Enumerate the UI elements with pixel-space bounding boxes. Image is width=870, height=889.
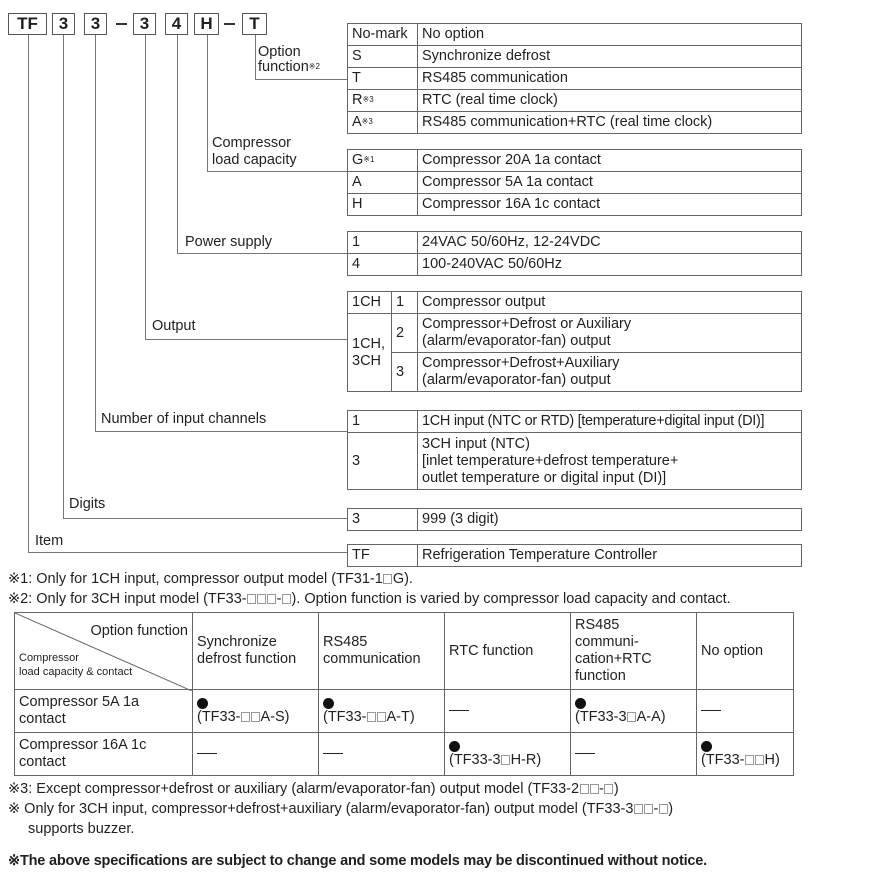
table-row (348, 545, 802, 567)
code-cell: 4 (348, 254, 418, 276)
desc-cell: Synchronize defrost (418, 46, 802, 68)
code-segment-input-channels: 3 (84, 13, 107, 35)
code-cell: 1 (348, 411, 418, 433)
code-separator (116, 23, 127, 25)
code-cell: 3 (348, 509, 418, 531)
model-code: (TF33- A-S) (197, 709, 290, 725)
input-channels-label: Number of input channels (101, 411, 267, 427)
connector-line (145, 35, 146, 340)
not-supported-dash-icon (197, 753, 217, 755)
placeholder-box-icon (659, 804, 668, 814)
table-row (348, 353, 802, 392)
row-header (15, 733, 193, 776)
placeholder-box-icon (590, 784, 599, 794)
footnote-ref: ※3 (362, 95, 374, 104)
placeholder-box-icon (267, 594, 276, 604)
model-code: (TF33-3 A-A) (575, 709, 666, 725)
header-line: communication (323, 651, 421, 667)
desc-line: 3CH input (NTC) (422, 435, 530, 452)
footnote-2: ※2: Only for 3CH input model (TF33- - ). Option function is varied by compressor load capacity and contact. (8, 591, 731, 607)
compressor-load-table (347, 149, 802, 216)
placeholder-box-icon (745, 755, 754, 765)
connector-line (177, 35, 178, 254)
desc-line: Compressor+Defrost or Auxiliary (422, 316, 632, 332)
code-cell: No-mark (348, 24, 418, 46)
model-code: (TF33-3 H-R) (449, 752, 542, 768)
placeholder-box-icon (251, 712, 260, 722)
desc-line: (alarm/evaporator-fan) output (422, 333, 611, 349)
connector-line (255, 79, 347, 80)
table-row (348, 172, 802, 194)
code-text: G (352, 152, 364, 168)
placeholder-box-icon (247, 594, 256, 604)
digits-table (347, 508, 802, 531)
desc-cell: Compressor 5A 1a contact (418, 172, 802, 194)
digits-label: Digits (69, 496, 106, 512)
desc-line: (alarm/evaporator-fan) output (422, 372, 611, 388)
label-line: contact (19, 711, 66, 727)
label-line: load capacity & contact (19, 666, 133, 678)
table-row (348, 314, 802, 353)
note-text: ※1: Only for 1CH input, compressor output model (TF31-1 (8, 571, 383, 587)
note-text: ) (668, 801, 674, 817)
placeholder-box-icon (241, 712, 250, 722)
placeholder-box-icon (580, 784, 589, 794)
desc-cell (418, 314, 802, 353)
output-label: Output (152, 318, 196, 334)
channel-group-cell: 1CH (348, 292, 392, 314)
desc-cell: RS485 communication (418, 68, 802, 90)
code-cell: S (348, 46, 418, 68)
label-line: Compressor (19, 652, 79, 664)
header-line: function (575, 668, 626, 684)
column-header (571, 613, 697, 690)
connector-line (28, 35, 29, 553)
corner-bottom-label (19, 651, 132, 679)
supported-dot-icon (701, 741, 712, 752)
connector-line (255, 35, 256, 80)
label-line: function (258, 59, 309, 75)
note-text: ※2: Only for 3CH input model (TF33- (8, 591, 247, 607)
desc-cell (418, 353, 802, 392)
power-supply-label: Power supply (185, 234, 273, 250)
footnote-4-continuation: supports buzzer. (28, 821, 135, 837)
connector-line (95, 431, 347, 432)
code-cell: 3 (392, 353, 418, 392)
supported-dot-icon (575, 698, 586, 709)
compat-cell (445, 733, 571, 776)
code-cell: TF (348, 545, 418, 567)
model-code: (TF33- A-T) (323, 709, 415, 725)
footnote-4: ※ Only for 3CH input, compressor+defrost+auxiliary (alarm/evaporator-fan) output model (TF33-3 - ) (8, 801, 674, 817)
compat-cell (193, 690, 319, 733)
connector-line (145, 339, 347, 340)
header-line: defrost function (197, 651, 297, 667)
header-line: communi- (575, 634, 639, 650)
model-code: (TF33- H) (701, 752, 780, 768)
table-row (348, 232, 802, 254)
code-cell (348, 150, 418, 172)
desc-line: Compressor+Defrost+Auxiliary (422, 355, 620, 371)
code-cell (348, 90, 418, 112)
placeholder-box-icon (501, 755, 510, 765)
label-line: load capacity (212, 152, 297, 168)
code-text: R (352, 92, 363, 108)
table-row (348, 411, 802, 433)
compat-cell (193, 733, 319, 776)
table-row (348, 68, 802, 90)
code-segment-power-supply: 4 (165, 13, 188, 35)
compat-cell (319, 690, 445, 733)
table-row (348, 90, 802, 112)
desc-cell: Compressor 16A 1c contact (418, 194, 802, 216)
code-segment-compressor-load: H (194, 13, 219, 35)
label-line: contact (19, 754, 66, 770)
placeholder-box-icon (383, 574, 392, 584)
desc-cell: RTC (real time clock) (418, 90, 802, 112)
table-row (348, 24, 802, 46)
note-text: ※ Only for 3CH input, compressor+defrost+auxiliary (alarm/evaporator-fan) output model (TF33-3 (8, 801, 634, 817)
column-header (319, 613, 445, 690)
placeholder-box-icon (627, 712, 636, 722)
compat-cell (571, 690, 697, 733)
corner-header-cell (15, 613, 193, 690)
connector-line (207, 35, 208, 172)
row-header (15, 690, 193, 733)
desc-cell: Compressor output (418, 292, 802, 314)
desc-cell: No option (418, 24, 802, 46)
note-text: ※3: Except compressor+defrost or auxiliary (alarm/evaporator-fan) output model (TF33-2 (8, 781, 580, 797)
option-function-label (258, 45, 320, 75)
option-function-table (347, 23, 802, 134)
desc-cell: Refrigeration Temperature Controller (418, 545, 802, 567)
code-segment-output: 3 (133, 13, 156, 35)
not-supported-dash-icon (575, 753, 595, 755)
supported-dot-icon (197, 698, 208, 709)
table-row (15, 733, 794, 776)
code-cell: T (348, 68, 418, 90)
footnote-ref: ※3 (361, 117, 373, 126)
header-line: RS485 (575, 617, 620, 633)
table-row (348, 433, 802, 490)
table-row (348, 292, 802, 314)
column-header (193, 613, 319, 690)
disclaimer: ※The above specifications are subject to change and some models may be discontinued without notice. (8, 853, 707, 869)
label-line: Compressor (212, 135, 291, 151)
input-channels-table (347, 410, 802, 490)
connector-line (95, 35, 96, 432)
desc-line: [inlet temperature+defrost temperature+ (422, 452, 679, 469)
note-text: ) (613, 781, 619, 797)
option-compatibility-table (14, 612, 794, 776)
placeholder-box-icon (604, 784, 613, 794)
code-cell: 1 (392, 292, 418, 314)
group-line: 3CH (352, 352, 382, 369)
column-header: RTC function (445, 613, 571, 690)
code-segment-item: TF (8, 13, 47, 35)
compressor-load-label (212, 135, 297, 169)
matrix-header-row (15, 613, 794, 690)
connector-line (177, 253, 347, 254)
connector-line (28, 552, 347, 553)
placeholder-box-icon (644, 804, 653, 814)
column-header: No option (697, 613, 794, 690)
placeholder-box-icon (755, 755, 764, 765)
table-row (348, 112, 802, 134)
desc-cell: Compressor 20A 1a contact (418, 150, 802, 172)
compat-cell (697, 733, 794, 776)
table-row (348, 509, 802, 531)
table-row (348, 150, 802, 172)
header-line: RS485 (323, 634, 368, 650)
label-line: Option (258, 44, 301, 60)
code-segment-option: T (242, 13, 267, 35)
connector-line (63, 518, 347, 519)
desc-cell: 100-240VAC 50/60Hz (418, 254, 802, 276)
code-cell: 2 (392, 314, 418, 353)
table-row (15, 690, 794, 733)
compat-cell (445, 690, 571, 733)
code-cell (348, 112, 418, 134)
placeholder-box-icon (257, 594, 266, 604)
channel-group-cell (348, 314, 392, 392)
footnote-ref: ※1 (363, 155, 375, 164)
table-row (348, 194, 802, 216)
label-line: Compressor 5A 1a (19, 694, 140, 710)
code-text: A (352, 114, 362, 130)
supported-dot-icon (323, 698, 334, 709)
code-cell: 3 (348, 433, 418, 490)
output-table (347, 291, 802, 392)
placeholder-box-icon (367, 712, 376, 722)
code-cell: A (348, 172, 418, 194)
item-label: Item (35, 533, 64, 549)
code-cell: 1 (348, 232, 418, 254)
header-line: cation+RTC (575, 651, 652, 667)
corner-top-label: Option function (90, 623, 188, 639)
code-separator (224, 23, 235, 25)
note-text: G). (392, 571, 413, 587)
group-line: 1CH, (352, 335, 386, 352)
note-text: ). Option function is varied by compressor load capacity and contact. (291, 591, 731, 607)
item-table (347, 544, 802, 567)
header-line: Synchronize (197, 634, 277, 650)
compat-cell (571, 733, 697, 776)
desc-line: outlet temperature or digital input (DI)] (422, 469, 667, 486)
not-supported-dash-icon (701, 710, 721, 712)
code-segment-digits: 3 (52, 13, 75, 35)
desc-cell: 999 (3 digit) (418, 509, 802, 531)
placeholder-box-icon (634, 804, 643, 814)
connector-line (63, 35, 64, 519)
code-cell: H (348, 194, 418, 216)
power-supply-table (347, 231, 802, 276)
desc-cell: 24VAC 50/60Hz, 12-24VDC (418, 232, 802, 254)
table-row (348, 46, 802, 68)
placeholder-box-icon (377, 712, 386, 722)
supported-dot-icon (449, 741, 460, 752)
not-supported-dash-icon (449, 710, 469, 712)
compat-cell (319, 733, 445, 776)
not-supported-dash-icon (323, 753, 343, 755)
compat-cell (697, 690, 794, 733)
desc-cell: RS485 communication+RTC (real time clock) (418, 112, 802, 134)
label-line: Compressor 16A 1c (19, 737, 147, 753)
desc-cell: 1CH input (NTC or RTD) [temperature+digital input (DI)] (418, 411, 802, 433)
footnote-3: ※3: Except compressor+defrost or auxiliary (alarm/evaporator-fan) output model (TF33-2 - ) (8, 781, 619, 797)
footnote-ref: ※2 (308, 62, 320, 71)
desc-cell (418, 433, 802, 490)
connector-line (207, 171, 347, 172)
footnote-1 (8, 571, 413, 588)
placeholder-box-icon (282, 594, 291, 604)
table-row (348, 254, 802, 276)
